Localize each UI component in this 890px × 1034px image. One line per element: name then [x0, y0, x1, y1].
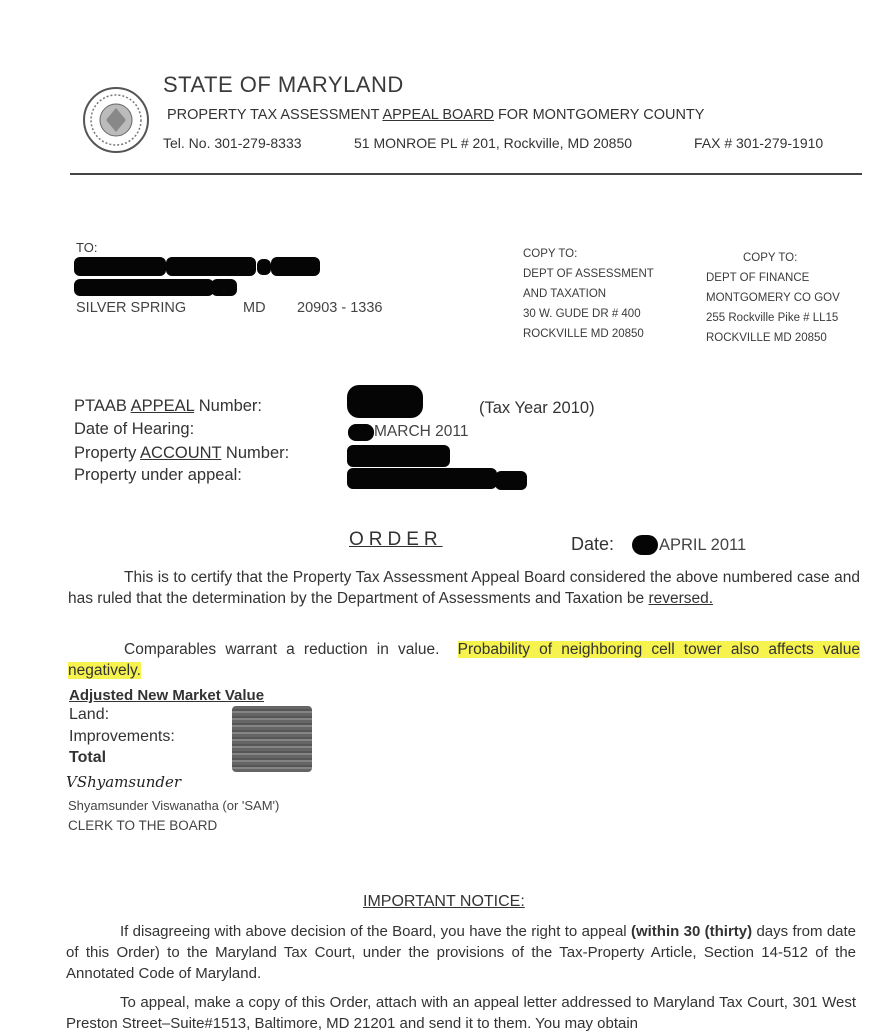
notice-title: IMPORTANT NOTICE:: [363, 893, 525, 910]
notice-paragraph: If disagreeing with above decision of the Board, you have the right to appeal (within 30 (thirty) days from date of this Order) to the Maryland Tax Court, under the provisions of the Tax-Property Article, Section 14-512 of the Annotated Code of Maryland.: [66, 923, 857, 982]
pixelated-values-redaction: [232, 706, 312, 772]
appeal-number-label: PTAAB APPEAL Number:: [74, 397, 263, 415]
redaction: [271, 257, 320, 276]
redaction: [257, 259, 271, 275]
redaction: [347, 385, 423, 418]
letterhead-fax: FAX # 301-279-1910: [694, 135, 824, 151]
redaction: [74, 279, 214, 296]
redaction: [495, 471, 527, 490]
property-label: Property under appeal:: [74, 466, 242, 484]
order-date-value: APRIL 2011: [659, 536, 747, 554]
highlighted-text: Probability of neighboring cell tower also affects value negatively.: [68, 641, 860, 679]
to-zip: 20903 - 1336: [297, 300, 383, 316]
improvements-label: Improvements:: [69, 728, 175, 745]
signature-script: VShyamsunder: [66, 773, 182, 791]
letterhead-subtitle: PROPERTY TAX ASSESSMENT APPEAL BOARD FOR MONTGOMERY COUNTY: [167, 107, 705, 123]
redaction: [74, 257, 166, 276]
notice-paragraph-2: To appeal, make a copy of this Order, attach with an appeal letter addressed to Maryland Tax Court, 301 West Preston Street–Suite#1513, Baltimore, MD 21201 and send it to them. You may obtain: [66, 994, 856, 1032]
redaction: [347, 468, 497, 489]
redaction: [211, 279, 237, 296]
order-paragraph: This is to certify that the Property Tax Assessment Appeal Board considered the above numbered case and has ruled that the determination by the Department of Assessments and Taxation be reversed.: [68, 569, 860, 607]
copy-to-finance: COPY TO: DEPT OF FINANCE MONTGOMERY CO GOV 255 Rockville Pike # LL15 ROCKVILLE MD 20850: [706, 252, 840, 344]
header-divider: [70, 173, 862, 175]
state-seal-icon: [82, 86, 150, 154]
to-city: SILVER SPRING: [76, 300, 187, 316]
letterhead-tel: Tel. No. 301-279-8333: [163, 135, 302, 151]
letterhead-address: 51 MONROE PL # 201, Rockville, MD 20850: [354, 135, 633, 151]
land-label: Land:: [69, 706, 110, 723]
reduction-paragraph: Comparables warrant a reduction in value. Probability of neighboring cell tower also affects value negatively.: [68, 641, 860, 679]
letterhead-title: STATE OF MARYLAND: [163, 72, 404, 97]
copy-to-assessment: COPY TO: DEPT OF ASSESSMENT AND TAXATION 30 W. GUDE DR # 400 ROCKVILLE MD 20850: [523, 248, 654, 340]
to-label: TO:: [76, 240, 98, 255]
hearing-date-label: Date of Hearing:: [74, 420, 195, 438]
clerk-title: CLERK TO THE BOARD: [68, 818, 218, 833]
clerk-name: Shyamsunder Viswanatha (or 'SAM'): [68, 798, 280, 813]
order-title: ORDER: [349, 529, 443, 550]
redaction: [632, 535, 658, 555]
redaction: [348, 424, 374, 441]
redaction: [347, 445, 450, 467]
order-date-label: Date:: [571, 534, 615, 554]
to-state: MD: [243, 300, 266, 316]
hearing-date-value: MARCH 2011: [374, 423, 469, 440]
tax-year: (Tax Year 2010): [479, 399, 595, 417]
redaction: [166, 257, 256, 276]
total-label: Total: [69, 749, 107, 766]
account-number-label: Property ACCOUNT Number:: [74, 444, 290, 462]
values-heading: Adjusted New Market Value: [69, 687, 265, 704]
